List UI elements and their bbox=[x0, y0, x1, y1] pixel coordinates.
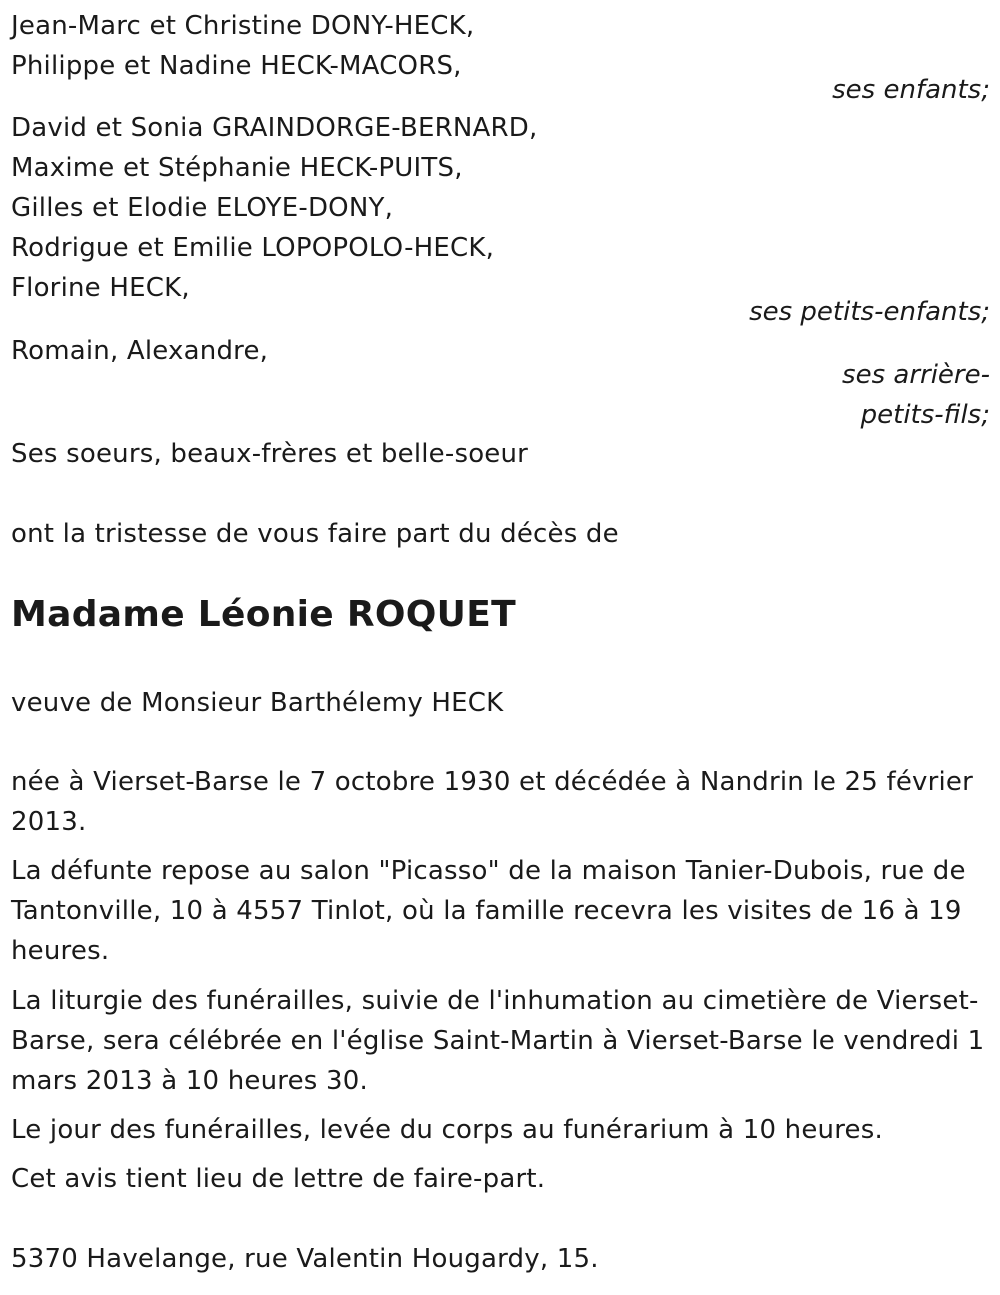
deceased-name: Madame Léonie ROQUET bbox=[11, 594, 516, 635]
liturgy-paragraph: La liturgie des funérailles, suivie de l'inhumation au cimetière de Vierset-Barse, sera célébrée en l'église Saint-Martin à Vierset-Barse le vendredi 1 mars 2013 à 10 heures 30. bbox=[11, 986, 985, 1096]
grandchild-line-5: Florine HECK, bbox=[11, 273, 190, 303]
child-line-2: Philippe et Nadine HECK-MACORS, bbox=[11, 51, 462, 81]
grandchild-line-4: Rodrigue et Emilie LOPOPOLO-HECK, bbox=[11, 233, 495, 263]
great-grandsons-line: Romain, Alexandre, bbox=[11, 336, 269, 366]
announcement-line: ont la tristesse de vous faire part du décès de bbox=[11, 519, 619, 549]
great-grandsons-role-2: petits-fils; bbox=[860, 400, 990, 430]
grandchild-line-2: Maxime et Stéphanie HECK-PUITS, bbox=[11, 153, 463, 183]
grandchild-line-1: David et Sonia GRAINDORGE-BERNARD, bbox=[11, 113, 538, 143]
great-grandsons-role-1: ses arrière- bbox=[842, 360, 990, 390]
address-line: 5370 Havelange, rue Valentin Hougardy, 15. bbox=[11, 1244, 599, 1274]
rest-place-paragraph: La défunte repose au salon "Picasso" de la maison Tanier-Dubois, rue de Tantonville, 10 à 4557 Tinlot, où la famille recevra les visites de 16 à 19 heures. bbox=[11, 856, 966, 966]
funeral-day-line: Le jour des funérailles, levée du corps au funérarium à 10 heures. bbox=[11, 1115, 883, 1145]
grandchildren-role: ses petits-enfants; bbox=[749, 297, 990, 327]
birth-death-paragraph: née à Vierset-Barse le 7 octobre 1930 et décédée à Nandrin le 25 février 2013. bbox=[11, 767, 974, 837]
grandchild-line-3: Gilles et Elodie ELOYE-DONY, bbox=[11, 193, 394, 223]
siblings-line: Ses soeurs, beaux-frères et belle-soeur bbox=[11, 439, 529, 469]
notice-line: Cet avis tient lieu de lettre de faire-part. bbox=[11, 1164, 546, 1194]
widow-of-line: veuve de Monsieur Barthélemy HECK bbox=[11, 688, 504, 718]
child-line-1: Jean-Marc et Christine DONY-HECK, bbox=[11, 11, 475, 41]
children-role: ses enfants; bbox=[832, 75, 990, 105]
